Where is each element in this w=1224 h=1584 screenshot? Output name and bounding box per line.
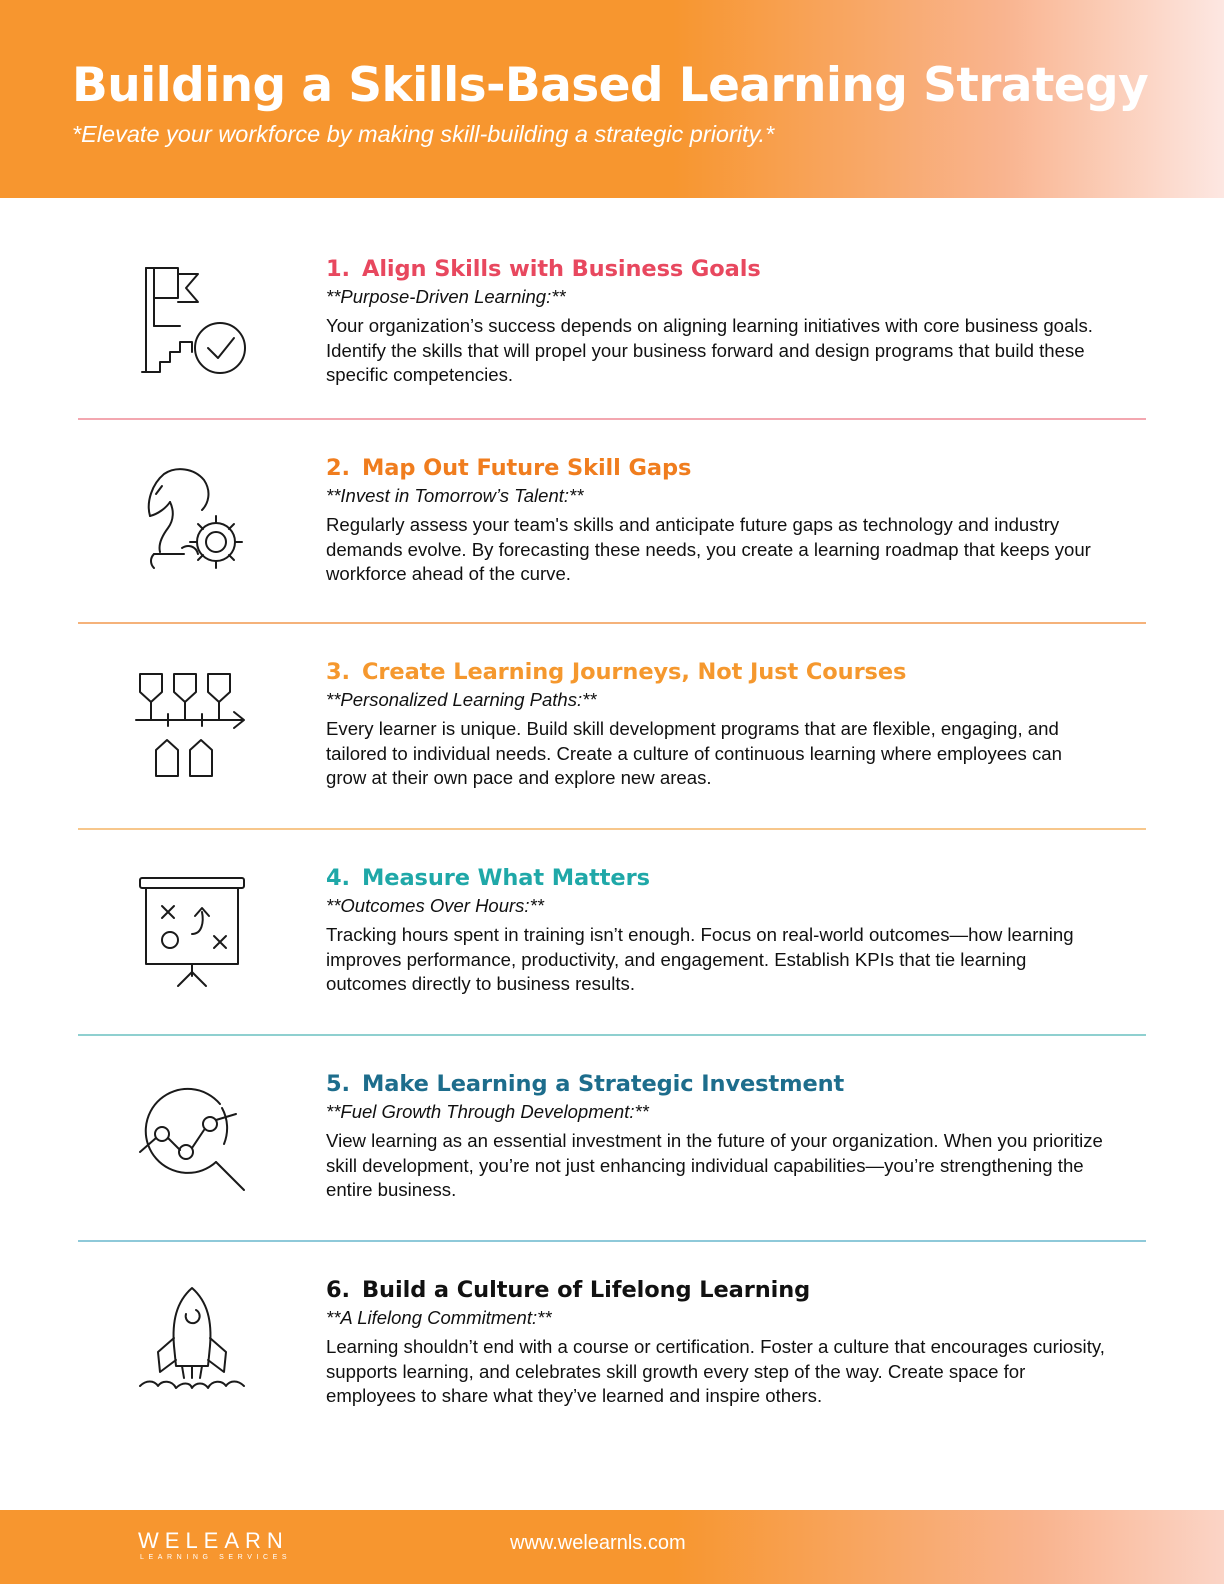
section-title: 1. Align Skills with Business Goals: [326, 256, 761, 282]
timeline-arrow-icon: [132, 664, 252, 784]
section-body: View learning as an essential investment in the future of your organization. When you prioritize skill development, you’re not just enhancing individual capabilities—you’re strengthening the entire business.: [326, 1130, 1103, 1200]
section-title: 3. Create Learning Journeys, Not Just Courses: [326, 659, 907, 685]
rocket-icon: [132, 1282, 252, 1402]
divider: [78, 418, 1146, 420]
section-body: Regularly assess your team's skills and anticipate future gaps as technology and industry demands evolve. By forecasting these needs, you create a learning roadmap that keeps your workforce ahead of the curve.: [326, 514, 1091, 584]
page-title: Building a Skills-Based Learning Strategy: [72, 58, 1149, 113]
page-subtitle: *Elevate your workforce by making skill-building a strategic priority.*: [72, 121, 775, 147]
section-subtitle: **Purpose-Driven Learning:**: [326, 286, 566, 307]
divider: [78, 828, 1146, 830]
section-body: Every learner is unique. Build skill development programs that are flexible, engaging, and tailored to individual needs. Create a culture of continuous learning where employees can grow at their own pace and explore new areas.: [326, 718, 1062, 788]
header-banner: [0, 0, 1224, 198]
divider: [78, 1240, 1146, 1242]
section-subtitle: **Personalized Learning Paths:**: [326, 689, 597, 710]
chess-knight-gear-icon: [132, 458, 252, 578]
magnifier-chart-icon: [132, 1074, 252, 1194]
strategy-board-icon: [132, 872, 252, 992]
section-subtitle: **Outcomes Over Hours:**: [326, 895, 544, 916]
section-subtitle: **Fuel Growth Through Development:**: [326, 1101, 649, 1122]
section-subtitle: **A Lifelong Commitment:**: [326, 1307, 552, 1328]
logo-tagline: LEARNING SERVICES: [140, 1554, 292, 1561]
section-title: 2. Map Out Future Skill Gaps: [326, 455, 692, 481]
section-subtitle: **Invest in Tomorrow’s Talent:**: [326, 485, 584, 506]
section-title: 5. Make Learning a Strategic Investment: [326, 1071, 845, 1097]
divider: [78, 1034, 1146, 1036]
section-title: 6. Build a Culture of Lifelong Learning: [326, 1277, 811, 1303]
section-body: Your organization’s success depends on aligning learning initiatives with core business goals. Identify the skills that will propel your business forward and design programs that build these specific competencies.: [326, 315, 1093, 385]
logo: WELEARN: [138, 1528, 289, 1553]
section-title: 4. Measure What Matters: [326, 865, 650, 891]
flag-steps-check-icon: [132, 256, 252, 376]
website-link[interactable]: www.welearnls.com: [510, 1532, 686, 1554]
divider: [78, 622, 1146, 624]
section-body: Tracking hours spent in training isn’t enough. Focus on real-world outcomes—how learning improves performance, productivity, and engagement. Establish KPIs that tie learning outcomes directly to business results.: [326, 924, 1074, 994]
section-body: Learning shouldn’t end with a course or certification. Foster a culture that encourages curiosity, supports learning, and celebrates skill growth every step of the way. Create space for employees to share what they’ve learned and inspire others.: [326, 1336, 1105, 1406]
footer-banner: [0, 1510, 1224, 1584]
